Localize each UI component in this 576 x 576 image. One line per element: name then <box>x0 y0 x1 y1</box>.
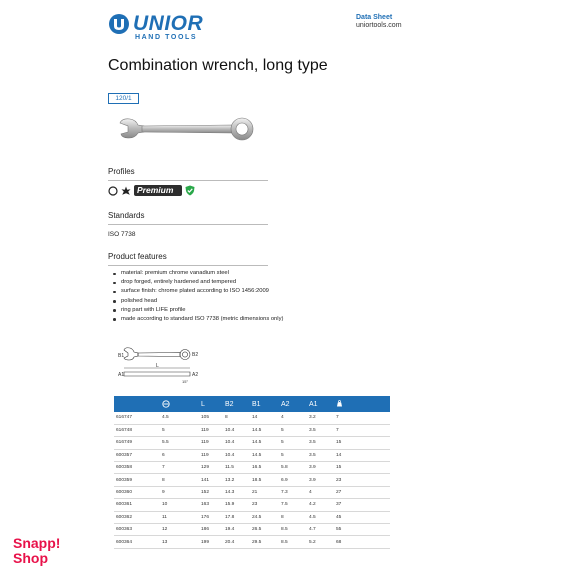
table-row <box>114 412 390 424</box>
table-cell: 5 <box>160 424 199 436</box>
table-cell: 119 <box>199 449 223 461</box>
premium-label: Premium <box>137 185 174 195</box>
table-cell: 8 <box>160 474 199 486</box>
feature-item: polished head <box>113 297 283 306</box>
table-cell: 26.5 <box>250 524 279 536</box>
table-row <box>114 462 390 474</box>
table-cell: 119 <box>199 424 223 436</box>
table-cell: 186 <box>199 524 223 536</box>
table-cell: 141 <box>199 474 223 486</box>
feature-item: material: premium chrome vanadium steel <box>113 269 283 278</box>
table-cell: 23 <box>250 499 279 511</box>
table-cell: 3.9 <box>307 462 334 474</box>
table-row <box>114 437 390 449</box>
weight-icon <box>336 400 343 407</box>
table-row <box>114 424 390 436</box>
table-cell: 4 <box>307 486 334 498</box>
table-cell: 13 <box>160 536 199 548</box>
specs-table <box>114 396 390 549</box>
table-cell: 600361 <box>114 499 160 511</box>
table-cell: 3.5 <box>307 424 334 436</box>
table-cell: 10 <box>160 499 199 511</box>
table-cell: 8.5 <box>279 524 307 536</box>
col-code <box>114 396 160 412</box>
table-cell: 11 <box>160 511 199 523</box>
table-cell: 6.9 <box>279 474 307 486</box>
standards-divider <box>108 224 268 225</box>
table-cell: 7 <box>334 424 390 436</box>
table-cell: 616748 <box>114 424 160 436</box>
table-row <box>114 499 390 511</box>
table-cell: 5.8 <box>279 462 307 474</box>
table-cell: 14.5 <box>250 449 279 461</box>
dimension-diagram <box>116 346 208 386</box>
table-cell: 5 <box>279 437 307 449</box>
datasheet-url[interactable]: uniortools.com <box>356 22 402 29</box>
snapp-shop-watermark <box>13 536 69 570</box>
table-cell: 199 <box>199 536 223 548</box>
table-cell: 8 <box>223 412 250 424</box>
feature-item: surface finish: chrome plated according to ISO 1456:2009 <box>113 287 283 296</box>
circle-outline-icon <box>108 186 118 196</box>
table-cell: 7 <box>160 462 199 474</box>
table-cell: 17.8 <box>223 511 250 523</box>
product-code-badge: 120/1 <box>108 93 139 104</box>
col-a1: A1 <box>307 396 334 412</box>
features-heading: Product features <box>108 252 167 261</box>
table-cell: 3.9 <box>307 474 334 486</box>
wrench-product-image <box>118 115 256 143</box>
feature-item: made according to standard ISO 7738 (metric dimensions only) <box>113 315 283 324</box>
profiles-heading: Profiles <box>108 167 135 176</box>
table-cell: 4.5 <box>160 412 199 424</box>
table-row <box>114 449 390 461</box>
table-cell: 7 <box>334 412 390 424</box>
watermark-line2: Shop <box>13 550 48 566</box>
table-cell: 3.5 <box>307 437 334 449</box>
table-cell: 12 <box>160 524 199 536</box>
table-cell: 6 <box>160 449 199 461</box>
label-a1: A1 <box>118 372 125 378</box>
col-b2: B2 <box>223 396 250 412</box>
table-cell: 5.5 <box>160 437 199 449</box>
table-cell: 5.2 <box>307 536 334 548</box>
table-cell: 10.4 <box>223 437 250 449</box>
table-cell: 14 <box>250 412 279 424</box>
standards-heading: Standards <box>108 211 145 220</box>
table-cell: 18.5 <box>250 474 279 486</box>
table-cell: 10.4 <box>223 424 250 436</box>
standard-value: ISO 7738 <box>108 231 136 238</box>
label-b1: B1 <box>118 353 125 359</box>
profiles-icons <box>108 185 208 197</box>
features-divider <box>108 265 268 266</box>
feature-item: ring part with LIFE profile <box>113 306 283 315</box>
table-cell: 600358 <box>114 462 160 474</box>
label-angle: 15° <box>182 379 189 384</box>
feature-item: drop forged, entirely hardened and tempered <box>113 278 283 287</box>
features-list <box>113 269 283 324</box>
brand-subtitle: HAND TOOLS <box>135 34 198 41</box>
table-cell: 7.3 <box>279 486 307 498</box>
table-cell: 16.5 <box>250 462 279 474</box>
table-header-row <box>114 396 390 412</box>
table-cell: 14 <box>334 449 390 461</box>
table-cell: 5 <box>279 424 307 436</box>
table-cell: 4 <box>279 412 307 424</box>
table-cell: 19.4 <box>223 524 250 536</box>
table-cell: 15 <box>334 437 390 449</box>
wrench-size-icon <box>162 400 170 408</box>
table-row <box>114 486 390 498</box>
table-cell: 37 <box>334 499 390 511</box>
table-cell: 13.2 <box>223 474 250 486</box>
label-a2: A2 <box>192 372 199 378</box>
table-cell: 8 <box>279 511 307 523</box>
table-cell: 600357 <box>114 449 160 461</box>
table-row <box>114 511 390 523</box>
table-cell: 163 <box>199 499 223 511</box>
col-size <box>160 396 199 412</box>
table-cell: 176 <box>199 511 223 523</box>
table-cell: 68 <box>334 536 390 548</box>
unior-logo <box>108 13 218 41</box>
table-cell: 14.3 <box>223 486 250 498</box>
table-cell: 8.5 <box>279 536 307 548</box>
page-title: Combination wrench, long type <box>108 57 328 74</box>
table-cell: 152 <box>199 486 223 498</box>
brand-name: UNIOR <box>133 12 204 35</box>
table-row <box>114 536 390 548</box>
label-b2: B2 <box>192 352 199 358</box>
star-spline-icon <box>121 186 131 196</box>
table-cell: 23 <box>334 474 390 486</box>
label-l: L <box>156 363 159 369</box>
col-b1: B1 <box>250 396 279 412</box>
col-l: L <box>199 396 223 412</box>
table-cell: 4.5 <box>307 511 334 523</box>
table-row <box>114 474 390 486</box>
table-cell: 15 <box>334 462 390 474</box>
table-cell: 20.4 <box>223 536 250 548</box>
table-cell: 616749 <box>114 437 160 449</box>
table-cell: 600360 <box>114 486 160 498</box>
datasheet-label: Data Sheet <box>356 14 393 21</box>
table-cell: 21 <box>250 486 279 498</box>
table-cell: 11.5 <box>223 462 250 474</box>
watermark-line1: Snapp! <box>13 535 61 551</box>
table-cell: 15.9 <box>223 499 250 511</box>
table-cell: 3.2 <box>307 412 334 424</box>
table-cell: 5 <box>279 449 307 461</box>
table-cell: 129 <box>199 462 223 474</box>
table-cell: 600362 <box>114 511 160 523</box>
table-cell: 600359 <box>114 474 160 486</box>
table-cell: 9 <box>160 486 199 498</box>
table-cell: 55 <box>334 524 390 536</box>
table-cell: 105 <box>199 412 223 424</box>
table-cell: 600363 <box>114 524 160 536</box>
table-cell: 4.2 <box>307 499 334 511</box>
table-cell: 14.5 <box>250 424 279 436</box>
table-cell: 616747 <box>114 412 160 424</box>
table-cell: 3.5 <box>307 449 334 461</box>
table-cell: 4.7 <box>307 524 334 536</box>
table-cell: 45 <box>334 511 390 523</box>
col-weight <box>334 396 390 412</box>
shield-check-icon <box>185 185 195 196</box>
premium-badge <box>134 185 182 196</box>
table-row <box>114 524 390 536</box>
table-cell: 14.5 <box>250 437 279 449</box>
table-cell: 7.5 <box>279 499 307 511</box>
table-cell: 600364 <box>114 536 160 548</box>
table-cell: 27 <box>334 486 390 498</box>
unior-emblem-icon <box>108 13 130 35</box>
table-cell: 24.5 <box>250 511 279 523</box>
profiles-divider <box>108 180 268 181</box>
table-cell: 29.5 <box>250 536 279 548</box>
col-a2: A2 <box>279 396 307 412</box>
table-cell: 119 <box>199 437 223 449</box>
table-cell: 10.4 <box>223 449 250 461</box>
